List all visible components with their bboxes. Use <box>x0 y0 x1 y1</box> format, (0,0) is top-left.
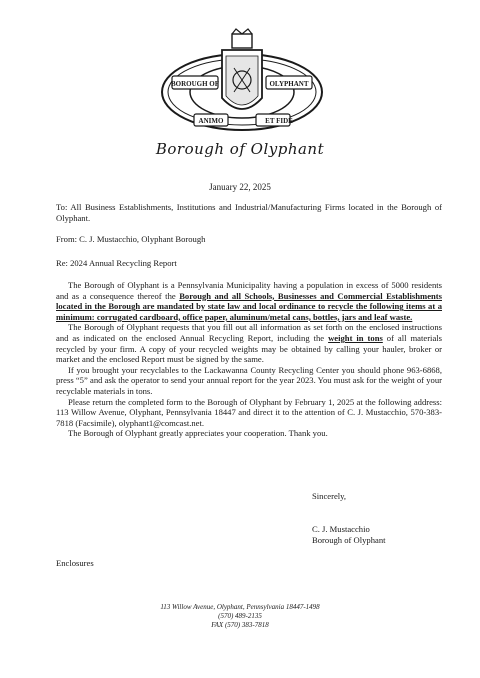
addressee <box>56 202 442 223</box>
paragraph-1-text: The Borough of Olyphant is a Pennsylvania Municipality having a population in excess of 5000 residents and as a consequence thereof the <box>56 280 442 301</box>
closing: Sincerely, <box>312 491 347 501</box>
footer-phone: (570) 489-2135 <box>218 612 262 620</box>
footer-fax: FAX (570) 383-7818 <box>211 621 269 629</box>
paragraph-2 <box>56 322 442 364</box>
to-line: To: All Business Establishments, Institutions and Industrial/Manufacturing Firms located in the Borough of Olyphant. <box>56 202 442 223</box>
paragraph-3: If you brought your recyclables to the Lackawanna County Recycling Center you should phone 963-6868, press “5” and ask the operator to send your annual report for the year 2023. You must ask for the weight of your recyclable materials in tons. <box>56 364 442 396</box>
svg-text:ET FIDE: ET FIDE <box>265 117 293 125</box>
brand-name: Borough of Olyphant <box>155 140 325 158</box>
weight-in-tons-emphasis: weight in tons <box>328 332 383 343</box>
svg-text:BOROUGH OF: BOROUGH OF <box>170 80 220 88</box>
paragraph-5: The Borough of Olyphant greatly appreciates your cooperation. Thank you. <box>68 428 328 439</box>
paragraph-4: Please return the completed form to the Borough of Olyphant by February 1, 2025 at the following address: 113 Willow Avenue, Olyphant, Pennsylvania 18447 and direct it to the attention of C. J. Mustacchio, 570-383-7818 (Facsimile), olyphant1@comcast.net. <box>56 396 442 428</box>
letter-date: January 22, 2025 <box>209 182 271 192</box>
footer-address: 113 Willow Avenue, Olyphant, Pennsylvania 18447-1498 <box>160 603 320 611</box>
paragraph-2-text-b: of all materials recycled by your firm. A copy of your recycled weights may be obtained by calling your hauler, broker or market and the enclosed Report must be signed by the same. <box>56 332 442 365</box>
footer-contact <box>0 603 480 630</box>
re-line: Re: 2024 Annual Recycling Report <box>56 258 177 268</box>
mandate-emphasis: Borough and all Schools, Businesses and Commercial Establishments located in the Borough are mandated by state law and local ordinance to recycle the following items at a minimum: corrugated cardboard, office paper, aluminum/metal cans, bottles, jars and leaf waste. <box>56 290 442 322</box>
letter-body <box>56 280 442 439</box>
paragraph-1 <box>56 280 442 322</box>
paragraph-2-text-a: The Borough of Olyphant requests that you fill out all information as set forth on the enclosed instructions and as indicated on the enclosed Annual Recycling Report, including the <box>56 322 442 343</box>
borough-seal-logo <box>158 28 326 150</box>
svg-text:ANIMO: ANIMO <box>198 117 224 125</box>
enclosures-note: Enclosures <box>56 558 94 568</box>
signer-name: C. J. Mustacchio <box>312 524 370 534</box>
svg-text:OLYPHANT: OLYPHANT <box>269 80 309 88</box>
from-line: From: C. J. Mustacchio, Olyphant Borough <box>56 234 206 244</box>
signer-organization: Borough of Olyphant <box>312 535 386 545</box>
